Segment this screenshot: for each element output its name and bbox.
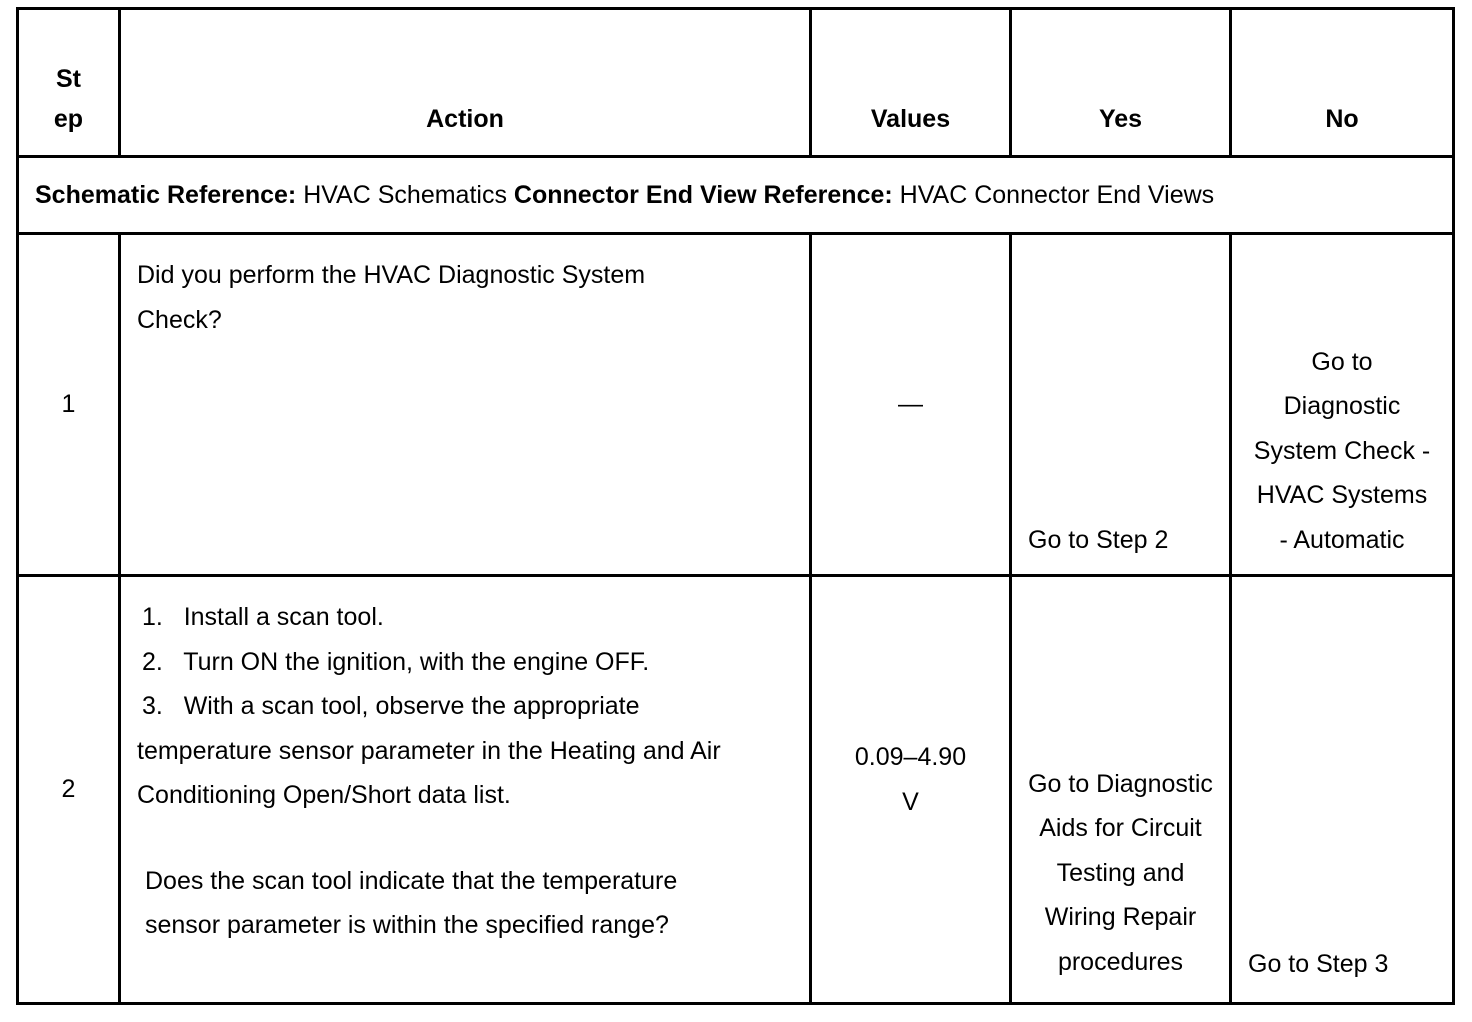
header-action: Action bbox=[120, 9, 811, 157]
table-row bbox=[18, 234, 1454, 576]
action-text: Did you perform the HVAC Diagnostic System Check? bbox=[120, 234, 811, 576]
action-item-number: 1. bbox=[142, 603, 163, 631]
action-item-number: 2. bbox=[142, 647, 163, 676]
action-question: Does the scan tool indicate that the temperature sensor parameter is within the specified range? bbox=[145, 866, 678, 939]
step-number: 1 bbox=[18, 234, 120, 576]
connector-reference-link[interactable]: HVAC Connector End Views bbox=[899, 181, 1215, 209]
header-row bbox=[18, 9, 1454, 157]
action-list bbox=[120, 576, 811, 1004]
reference-row bbox=[18, 157, 1454, 234]
values-cell: 0.09–4.90 V bbox=[811, 576, 1011, 1004]
header-step: St ep bbox=[18, 9, 120, 157]
schematic-reference-label: Schematic Reference: bbox=[35, 181, 297, 209]
diagnostic-table bbox=[16, 7, 1455, 1005]
yes-link[interactable]: Go to Diagnostic Aids for Circuit Testing and Wiring Repair procedures bbox=[1011, 576, 1231, 1004]
values-cell: — bbox=[811, 234, 1011, 576]
no-link[interactable]: Go to Diagnostic System Check - HVAC Systems - Automatic bbox=[1231, 234, 1454, 576]
connector-reference-label: Connector End View Reference: bbox=[513, 181, 893, 209]
yes-link[interactable]: Go to Step 2 bbox=[1011, 234, 1231, 576]
action-item bbox=[137, 684, 759, 818]
step-number: 2 bbox=[18, 576, 120, 1004]
table-row bbox=[18, 576, 1454, 1004]
action-item-text: Turn ON the ignition, with the engine OFF. bbox=[183, 647, 650, 676]
action-item bbox=[137, 595, 759, 640]
header-values: Values bbox=[811, 9, 1011, 157]
schematic-reference-link[interactable]: HVAC Schematics bbox=[303, 181, 507, 209]
header-yes: Yes bbox=[1011, 9, 1231, 157]
header-no: No bbox=[1231, 9, 1454, 157]
reference-cell bbox=[18, 157, 1454, 234]
action-item-text: With a scan tool, observe the appropriate temperature sensor parameter in the Heating and Air Conditioning Open/Short data list. bbox=[137, 692, 721, 809]
no-link[interactable]: Go to Step 3 bbox=[1231, 576, 1454, 1004]
action-item-text: Install a scan tool. bbox=[183, 603, 384, 631]
action-item-number: 3. bbox=[142, 692, 163, 720]
action-item bbox=[137, 640, 759, 685]
